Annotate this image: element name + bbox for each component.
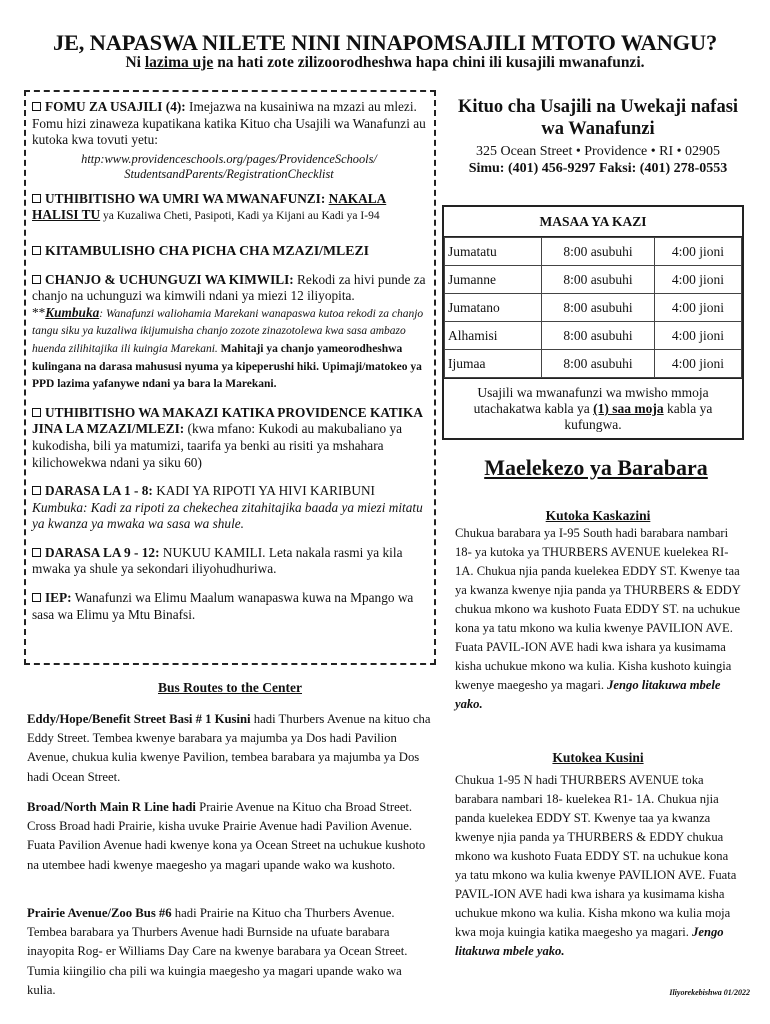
table-row: [445, 350, 742, 378]
note-part-3: kabla ya kufungwa.: [564, 401, 713, 432]
day-cell: Jumatatu: [445, 238, 542, 266]
hours-header: MASAA YA KAZI: [444, 207, 742, 237]
checklist-item-fomu: [32, 99, 426, 182]
directions-north-title: Kutoka Kaskazini: [545, 508, 651, 523]
item-text: KADI YA RIPOTI YA HIVI KARIBUNI: [152, 483, 375, 499]
item-title: UTHIBITISHO WA UMRI WA MWANAFUNZI:: [45, 190, 329, 206]
office-info: [448, 96, 748, 177]
checkbox-icon: [32, 593, 41, 602]
open-cell: 8:00 asubuhi: [542, 238, 655, 266]
checkbox-icon: [32, 194, 41, 203]
checklist-item-darasa-9-12: [32, 545, 426, 578]
checkbox-icon: [32, 275, 41, 284]
route-text: hadi Thurbers Avenue na kituo cha Eddy Street. Tembea kwenye barabara ya majumba ya Dos hadi Pavilion Avenue, chukua kulia kwenye Pavilion, tembea barabara ya majumba ya Dos hadi Ocean Street.: [27, 712, 431, 784]
route-title: Prairie Avenue/Zoo Bus #6: [27, 906, 172, 920]
table-row: [445, 294, 742, 322]
directions-south-text: [455, 771, 743, 961]
close-cell: 4:00 jioni: [655, 350, 742, 378]
item-kumbuka: Kumbuka: [45, 304, 100, 320]
checklist-item-kitambulisho: [32, 243, 426, 260]
item-text: Wanafunzi wa Elimu Maalum wanapaswa kuwa na Mpango wa sasa wa Elimu ya Mtu Binafsi.: [32, 590, 414, 622]
route-title: Eddy/Hope/Benefit Street Basi # 1 Kusini: [27, 712, 251, 726]
subtitle-emphasis: lazima uje: [144, 54, 214, 71]
day-cell: Jumanne: [445, 266, 542, 294]
checkbox-icon: [32, 408, 41, 417]
item-text: Imejazwa na kusainiwa na mzazi au mlezi. Fomu hizi zinaweza kupatikana katika Kituo cha Usajili wa Wanafunzi au kutoka kwa tovuti yetu:: [32, 99, 426, 148]
registration-checklist: [24, 90, 436, 665]
item-text: ya Kuzaliwa Cheti, Pasipoti, Kadi ya Kijani au Kadi ya I-94: [100, 210, 380, 223]
item-italic: : Wanafunzi waliohamia Marekani wanapaswa kutoa rekodi za chanjo tangu siku ya kuzaliwa ikijumuisha chanjo zozote zinazotolewa kwa sasa ambazo huenda zilihitajika ili kuingia Marekani.: [32, 307, 424, 355]
page-subtitle: [0, 54, 770, 72]
day-cell: Jumatano: [445, 294, 542, 322]
office-name: Kituo cha Usajili na Uwekaji nafasi wa Wanafunzi: [457, 97, 739, 139]
item-bold-note: Mahitaji ya chanjo yameorodheshwa kulingana na darasa mahususi nyuma ya kipeperushi hiki. Upimaji/matokeo ya PPD lazima yafanywe ndani ya bara la Marekani.: [32, 342, 422, 391]
checkbox-icon: [32, 486, 41, 495]
item-title: CHANJO & UCHUNGUZI WA KIMWILI:: [45, 271, 294, 287]
subtitle-part-1: Ni: [125, 54, 145, 71]
item-title: DARASA LA 9 - 12:: [45, 544, 160, 560]
item-title: DARASA LA 1 - 8:: [45, 483, 153, 499]
north-body: Chukua barabara ya I-95 South hadi barabara nambari 18- ya kutoka ya THURBERS AVENUE kuelekea RI-1A. Chukua njia panda kuelekea EDDY ST. Kwenye taa ya kwanza kwenye njia panda ya THURBERS & EDDY chukua mkono wa kushoto Fuata EDDY ST. na uchukue kona ya tatu mkono wa kulia kwenye PAVILION AVE. Fuata PAVIL-ION AVE hadi kwa ishara ya kusimama kisha uchukue mkono wa kulia. Kisha kushoto kuingia kwenye maegesho ya magari.: [455, 526, 741, 692]
checkbox-icon: [32, 548, 41, 557]
page-title: JE, NAPASWA NILETE NINI NINAPOMSAJILI MTOTO WANGU?: [52, 30, 718, 55]
checklist-item-makazi: [32, 405, 426, 471]
checklist-item-umri: [32, 191, 426, 225]
registration-url: http:www.providenceschools.org/pages/ProvidenceSchools/ StudentsandParents/RegistrationChecklist: [81, 151, 377, 181]
item-italic: Kumbuka: Kadi za ripoti za chekechea zitahitajika baada ya miezi mitatu ya kwanza ya mwaka wa sasa wa shule.: [32, 499, 423, 532]
item-text: NUKUU KAMILI. Leta nakala rasmi ya kila mwaka ya shule ya sekondari iliyohudhuriwa.: [32, 544, 403, 577]
checklist-item-chanjo: [32, 272, 426, 393]
bus-routes-title: Bus Routes to the Center: [158, 680, 302, 695]
open-cell: 8:00 asubuhi: [542, 266, 655, 294]
item-text: Rekodi za hivi punde za chanjo na uchunguzi wa kimwili ndani ya miezi 12 iliyopita. **: [32, 271, 426, 320]
item-title: KITAMBULISHO CHA PICHA CHA MZAZI/MLEZI: [45, 242, 370, 258]
directions-south-title: Kutokea Kusini: [552, 750, 644, 765]
checkbox-icon: [32, 246, 41, 255]
office-hours: [442, 205, 744, 440]
open-cell: 8:00 asubuhi: [542, 294, 655, 322]
close-cell: 4:00 jioni: [655, 322, 742, 350]
checkbox-icon: [32, 102, 41, 111]
office-phone: Simu: (401) 456-9297 Faksi: (401) 278-0553: [468, 161, 728, 176]
office-address: 325 Ocean Street • Providence • RI • 02905: [475, 144, 721, 159]
day-cell: Ijumaa: [445, 350, 542, 378]
item-underline: NAKALA HALISI TU: [32, 190, 387, 223]
item-text: (kwa mfano: Kukodi au makubaliano ya kukodisha, bili ya matumizi, taarifa ya benki au risiti ya mshahara kilichowekwa ndani ya siku 60): [32, 421, 403, 470]
open-cell: 8:00 asubuhi: [542, 322, 655, 350]
directions-north-text: [455, 524, 743, 714]
close-cell: 4:00 jioni: [655, 266, 742, 294]
close-cell: 4:00 jioni: [655, 294, 742, 322]
directions-title: Maelekezo ya Barabara: [484, 455, 708, 480]
open-cell: 8:00 asubuhi: [542, 350, 655, 378]
day-cell: Alhamisi: [445, 322, 542, 350]
item-title: UTHIBITISHO WA MAKAZI KATIKA PROVIDENCE KATIKA JINA LA MZAZI/MLEZI:: [32, 404, 423, 437]
route-title: Broad/North Main R Line hadi: [27, 800, 196, 814]
hours-note: [444, 378, 742, 438]
item-title: IEP:: [45, 590, 72, 606]
south-end: Jengo litakuwa mbele yako.: [455, 925, 724, 958]
note-part-1: Usajili wa mwanafunzi wa mwisho mmoja utachakatwa kabla ya: [473, 385, 709, 416]
table-row: [445, 266, 742, 294]
bus-route-1: [27, 710, 432, 787]
table-row: [445, 238, 742, 266]
south-body: Chukua 1-95 N hadi THURBERS AVENUE toka barabara nambari 18- kuelekea R1- 1A. Chukua njia panda kuelekea EDDY ST. Kwenye taa ya kwanza kwenye njia panda ya THURBERS & EDDY chukua mkono wa kushoto Fuata EDDY ST. na uchukue kona ya tatu mkono wa kulia kwenye PAVILION AVE. Fuata PAVIL-ION AVE hadi kwa ishara ya kusimama kisha uchukue mkono wa kulia. Kisha mkono wa kulia moja kwa moja kuingia katika maegesho ya magari.: [455, 773, 737, 939]
bus-route-3: [27, 904, 432, 1000]
revision-note: Iliyorekebishwa 01/2022: [669, 988, 750, 997]
bus-route-2: [27, 798, 432, 875]
close-cell: 4:00 jioni: [655, 238, 742, 266]
route-text: hadi Prairie na Kituo cha Thurbers Avenue. Tembea barabara ya Thurbers Avenue hadi Burnside na ufuate barabara inayopita Rog- er Williams Day Care na kwenye barabara ya Ocean Street. Tumia kiingilio cha pili wa kuingia maegesho ya magari upande wako wa kulia.: [27, 906, 408, 997]
note-emphasis: (1) saa moja: [593, 401, 664, 416]
hours-table: [444, 237, 742, 378]
table-row: [445, 322, 742, 350]
north-end: Jengo litakuwa mbele yako.: [455, 678, 721, 711]
checklist-item-iep: [32, 590, 426, 623]
subtitle-part-3: na hati zote zilizoorodheshwa hapa chini ili kusajili mwanafunzi.: [213, 54, 645, 71]
checklist-item-darasa-1-8: [32, 483, 426, 533]
route-text: Prairie Avenue na Kituo cha Broad Street. Cross Broad hadi Prairie, kisha uvuke Prairie Avenue hadi Pavilion Avenue. Fuata Pavilion Avenue hadi kwenye kona ya Ocean Street na uchukue kushoto na utembee hadi kwenye maegesho ya magari upande wako wa kushoto.: [27, 800, 426, 872]
item-title: FOMU ZA USAJILI (4):: [45, 99, 186, 114]
